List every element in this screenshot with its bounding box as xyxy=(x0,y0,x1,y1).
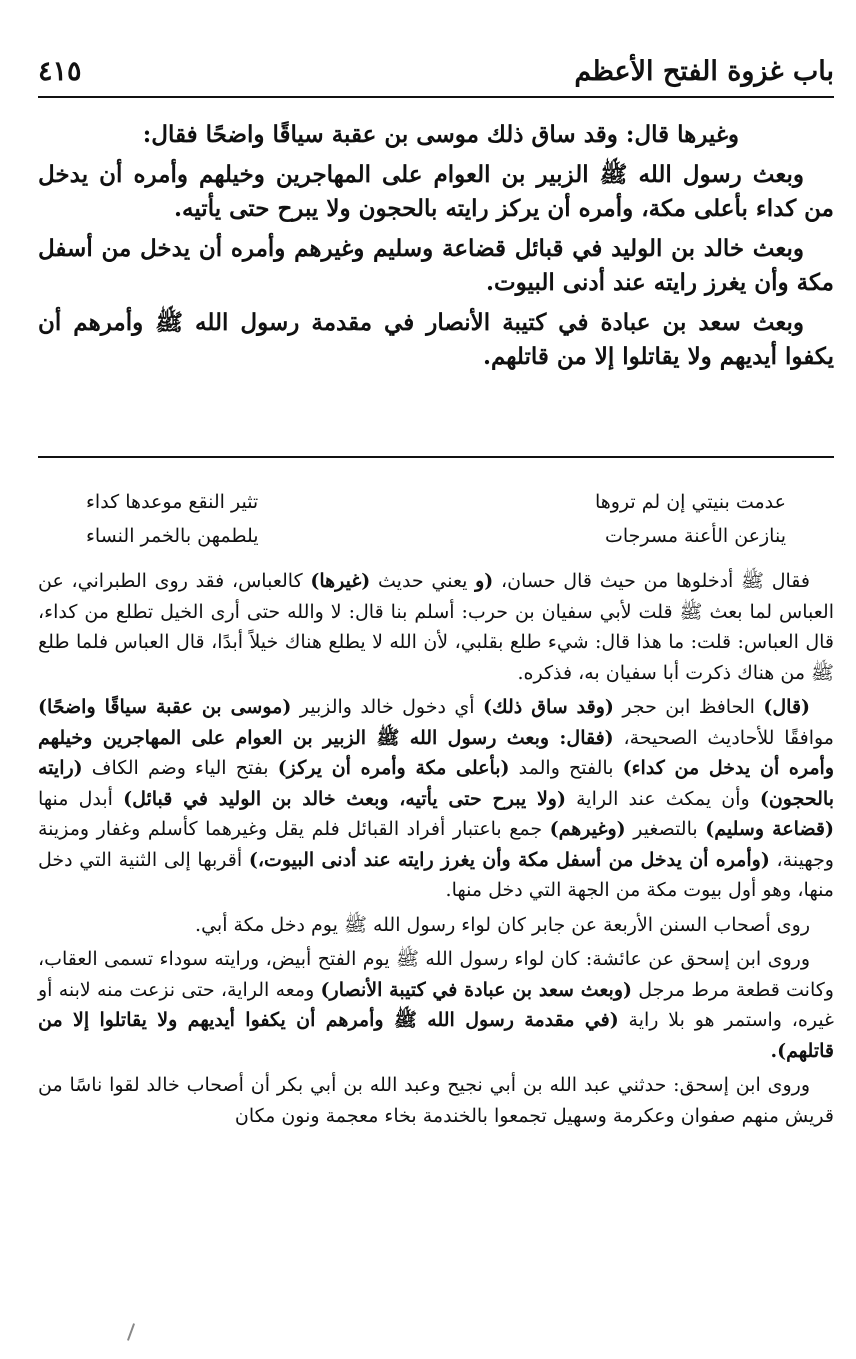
commentary-paragraph xyxy=(38,692,834,906)
commentary-text: أي دخول خالد والزبير xyxy=(291,696,483,718)
commentary-text: وروى ابن إسحق: حدثني عبد الله بن أبي نجيح وعبد الله بن أبي بكر أن أصحاب خالد لقوا ناسًا من قريش منهم صفوان وعكرمة وسهيل تجمعوا بالخندمة بخاء معجمة ونون مكان xyxy=(38,1074,834,1127)
main-paragraph: وبعث خالد بن الوليد في قبائل قضاعة وسليم وغيرهم وأمره أن يدخل من أسفل مكة وأن يغرز رايته عند أدنى البيوت. xyxy=(38,235,834,296)
commentary-text: بالتصغير xyxy=(625,818,706,840)
commentary xyxy=(38,566,834,1135)
poem-verse xyxy=(38,522,834,550)
page-number: ٤١٥ xyxy=(38,56,82,87)
verse-second-hemistich: تثير النقع موعدها كداء xyxy=(86,491,259,513)
quoted-text: (قضاعة وسليم) xyxy=(705,818,834,840)
main-text xyxy=(38,118,834,380)
main-paragraph: وبعث سعد بن عبادة في كتيبة الأنصار في مقدمة رسول الله ﷺ وأمرهم أن يكفوا أيديهم ولا يقاتلوا إلا من قاتلهم. xyxy=(38,309,834,370)
quoted-text: (وأمره أن يدخل من أسفل مكة وأن يغرز رايته عند أدنى البيوت،) xyxy=(248,848,770,871)
commentary-text: أبدل منها xyxy=(38,787,124,810)
commentary-text: كالعباس، فقد روى الطبراني، عن العباس لما بعث ﷺ قلت لأبي سفيان بن حرب: أسلم بنا قال: لا والله حتى أرى الخيل تطلع من كداء، قال العباس: قلت: ما هذا قال: شيء طلع بقلبي، لأن الله لا يطلع هناك خيلاً أبدًا، قال العباس فلما طلع ﷺ من هناك ذكرت أبا سفيان به، فذكره. xyxy=(38,570,834,684)
commentary-text: فقال ﷺ أدخلوها من حيث قال حسان، xyxy=(493,570,810,592)
commentary-text: وروى ابن إسحق عن عائشة: كان لواء رسول الله ﷺ يوم الفتح أبيض، ورايته سوداء تسمى العقاب، وكانت قطعة مرط مرجل xyxy=(38,948,834,1001)
quoted-text: (غيرها) xyxy=(310,570,371,592)
book-page xyxy=(38,0,834,1359)
quoted-text: (و xyxy=(475,570,494,592)
commentary-text: الحافظ ابن حجر xyxy=(613,696,764,718)
commentary-paragraph xyxy=(38,1070,834,1131)
section-divider xyxy=(38,456,834,458)
quoted-text: (في مقدمة رسول الله ﷺ وأمرهم أن يكفوا أيديهم ولا يقاتلوا إلا من قاتلهم). xyxy=(38,1009,834,1062)
verse-first-hemistich: ينازعن الأعنة مسرجات xyxy=(604,525,786,547)
header-divider xyxy=(38,96,834,98)
page-header xyxy=(38,52,834,92)
quoted-text: (وقد ساق ذلك) xyxy=(482,696,614,718)
commentary-text: يعني حديث xyxy=(370,570,476,592)
quoted-text: (بأعلى مكة وأمره أن يركز) xyxy=(277,757,510,779)
quoted-text: (رايته بالحجون) xyxy=(38,757,834,810)
commentary-paragraph xyxy=(38,910,834,941)
commentary-text: وأن يمكث عند الراية xyxy=(565,787,760,810)
quoted-text: (موسى بن عقبة سياقًا واضحًا) xyxy=(38,696,292,718)
quoted-text: (قال) xyxy=(763,696,811,718)
poem-verse xyxy=(38,488,834,516)
chapter-title: باب غزوة الفتح الأعظم xyxy=(574,56,834,87)
quoted-text: (وغيرهم) xyxy=(549,818,626,840)
commentary-text: موافقًا للأحاديث الصحيحة، xyxy=(613,726,834,749)
main-paragraph: وغيرها قال: وقد ساق ذلك موسى بن عقبة سياقًا واضحًا فقال: xyxy=(142,121,739,148)
commentary-text: بفتح الياء وضم الكاف xyxy=(82,757,278,779)
commentary-text: روى أصحاب السنن الأربعة عن جابر كان لواء رسول الله ﷺ يوم دخل مكة أبي. xyxy=(195,913,810,936)
verse-first-hemistich: عدمت بنيتي إن لم تروها xyxy=(594,491,786,513)
quoted-text: (وبعث سعد بن عبادة في كتيبة الأنصار) xyxy=(320,978,632,1001)
main-paragraph: وبعث رسول الله ﷺ الزبير بن العوام على المهاجرين وخيلهم وأمره أن يدخل من كداء بأعلى مكة، وأمره أن يركز رايته بالحجون ولا يبرح حتى يأتيه. xyxy=(38,161,834,222)
commentary-paragraph xyxy=(38,566,834,688)
commentary-text: أقربها إلى الثنية التي دخل منها، وهو أول بيوت مكة من الجهة التي دخل منها. xyxy=(38,848,834,901)
commentary-text: بالفتح والمد xyxy=(509,757,623,779)
commentary-text: ومعه الراية، حتى نزعت منه لابنه أو غيره، واستمر هو بلا راية xyxy=(38,978,834,1031)
poem xyxy=(38,488,834,556)
quoted-text: (ولا يبرح حتى يأتيه، وبعث خالد بن الوليد في قبائل) xyxy=(123,787,566,810)
verse-second-hemistich: يلطمهن بالخمر النساء xyxy=(86,525,259,547)
commentary-text: جمع باعتبار أفراد القبائل فلم يقل وغيرهما كأسلم وغفار ومزينة وجهينة، xyxy=(38,818,834,871)
commentary-paragraph xyxy=(38,944,834,1066)
quoted-text: (فقال: وبعث رسول الله ﷺ الزبير بن العوام على المهاجرين وخيلهم وأمره أن يدخل من كداء) xyxy=(38,726,835,779)
